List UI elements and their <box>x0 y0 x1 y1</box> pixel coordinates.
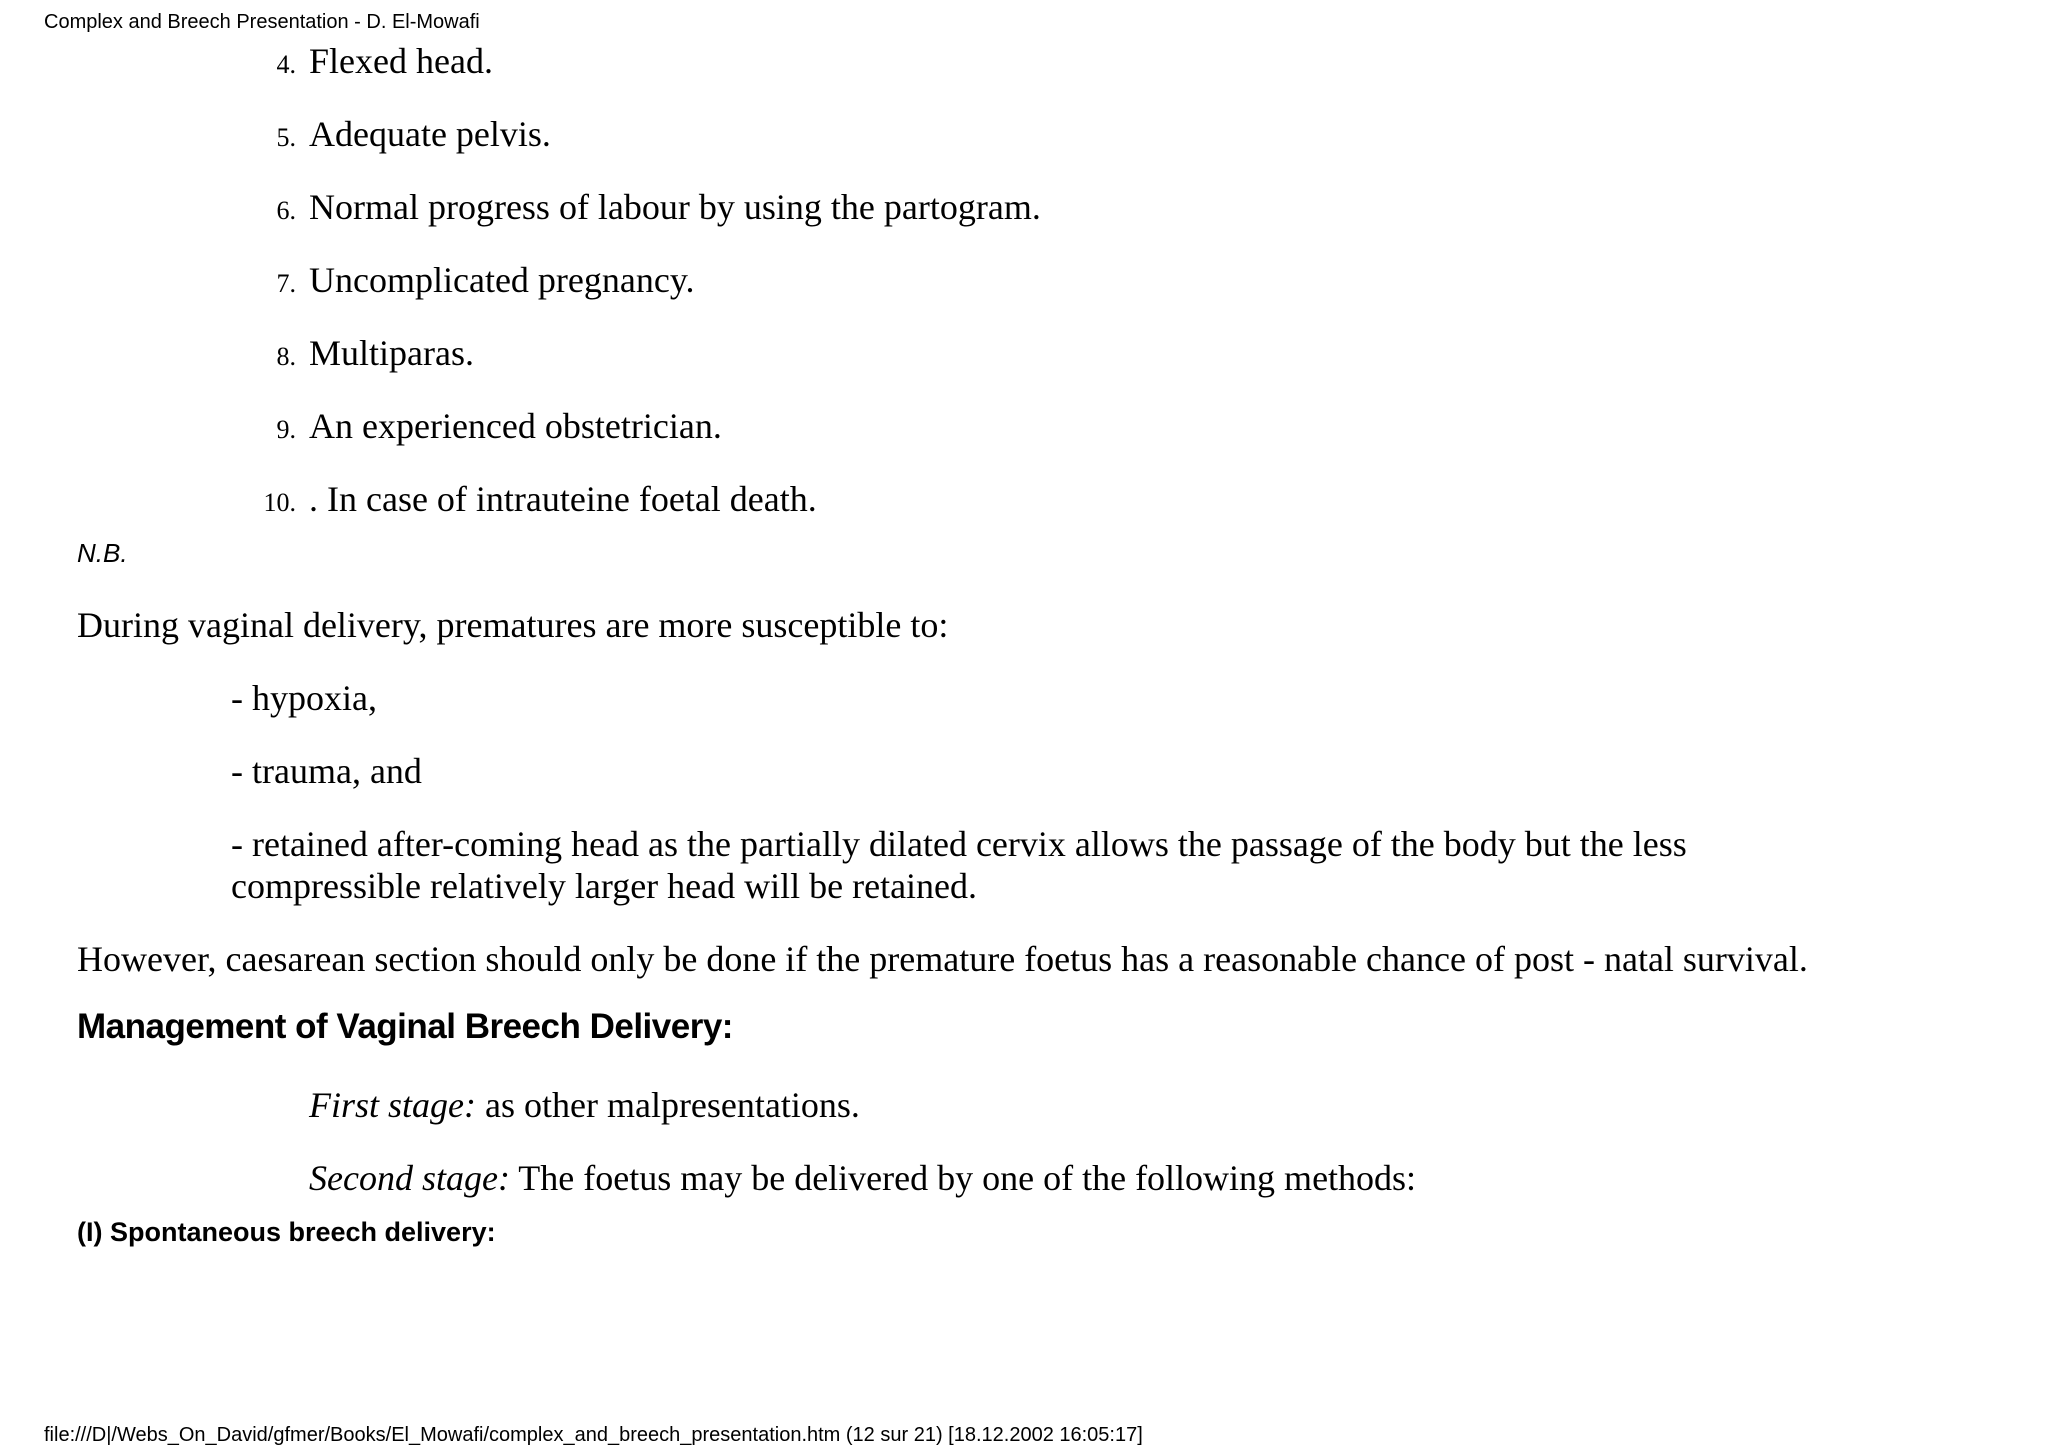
list-item-text: An experienced obstetrician. <box>309 406 722 446</box>
list-item-number: 7. <box>276 269 296 298</box>
note-conclusion: However, caesarean section should only be done if the premature foetus has a reasonable chance of post - natal survival. <box>77 939 1808 979</box>
first-stage-paragraph <box>309 1084 860 1126</box>
list-item-text: . In case of intrauteine foetal death. <box>309 479 817 519</box>
list-item <box>230 331 474 375</box>
list-item <box>230 404 722 448</box>
list-item-number: 6. <box>276 196 296 225</box>
section-heading: Management of Vaginal Breech Delivery: <box>77 1007 733 1046</box>
list-item-number: 4. <box>276 50 296 79</box>
list-item-text: Adequate pelvis. <box>309 114 551 154</box>
list-item <box>230 477 817 521</box>
list-item <box>230 112 551 156</box>
list-item-number: 9. <box>276 415 296 444</box>
second-stage-paragraph <box>309 1157 1416 1199</box>
page-footer-path: file:///D|/Webs_On_David/gfmer/Books/El_Mowafi/complex_and_breech_presentation.htm (12 sur 21) [18.12.2002 16:05:17] <box>44 1424 1143 1446</box>
page-header-title: Complex and Breech Presentation - D. El-Mowafi <box>44 11 480 33</box>
list-item <box>230 185 1041 229</box>
list-item-number: 10. <box>263 488 296 517</box>
risk-item: - trauma, and <box>231 751 422 791</box>
list-item-number: 8. <box>276 342 296 371</box>
second-stage-label: Second stage: <box>309 1158 510 1198</box>
list-item-text: Multiparas. <box>309 333 474 373</box>
list-item <box>230 258 695 302</box>
nb-label: N.B. <box>77 538 128 568</box>
list-item-text: Uncomplicated pregnancy. <box>309 260 695 300</box>
list-item-text: Normal progress of labour by using the partogram. <box>309 187 1041 227</box>
list-item-number: 5. <box>276 123 296 152</box>
first-stage-label: First stage: <box>309 1085 476 1125</box>
first-stage-text: as other malpresentations. <box>476 1085 860 1125</box>
list-item <box>230 39 493 83</box>
list-item-text: Flexed head. <box>309 41 493 81</box>
subsection-heading: (I) Spontaneous breech delivery: <box>77 1217 496 1247</box>
note-intro: During vaginal delivery, prematures are more susceptible to: <box>77 605 949 645</box>
risk-item: - hypoxia, <box>231 678 377 718</box>
risk-item: - retained after-coming head as the partially dilated cervix allows the passage of the body but the less compressible relatively larger head will be retained. <box>231 824 1687 906</box>
second-stage-text: The foetus may be delivered by one of the following methods: <box>509 1158 1417 1198</box>
